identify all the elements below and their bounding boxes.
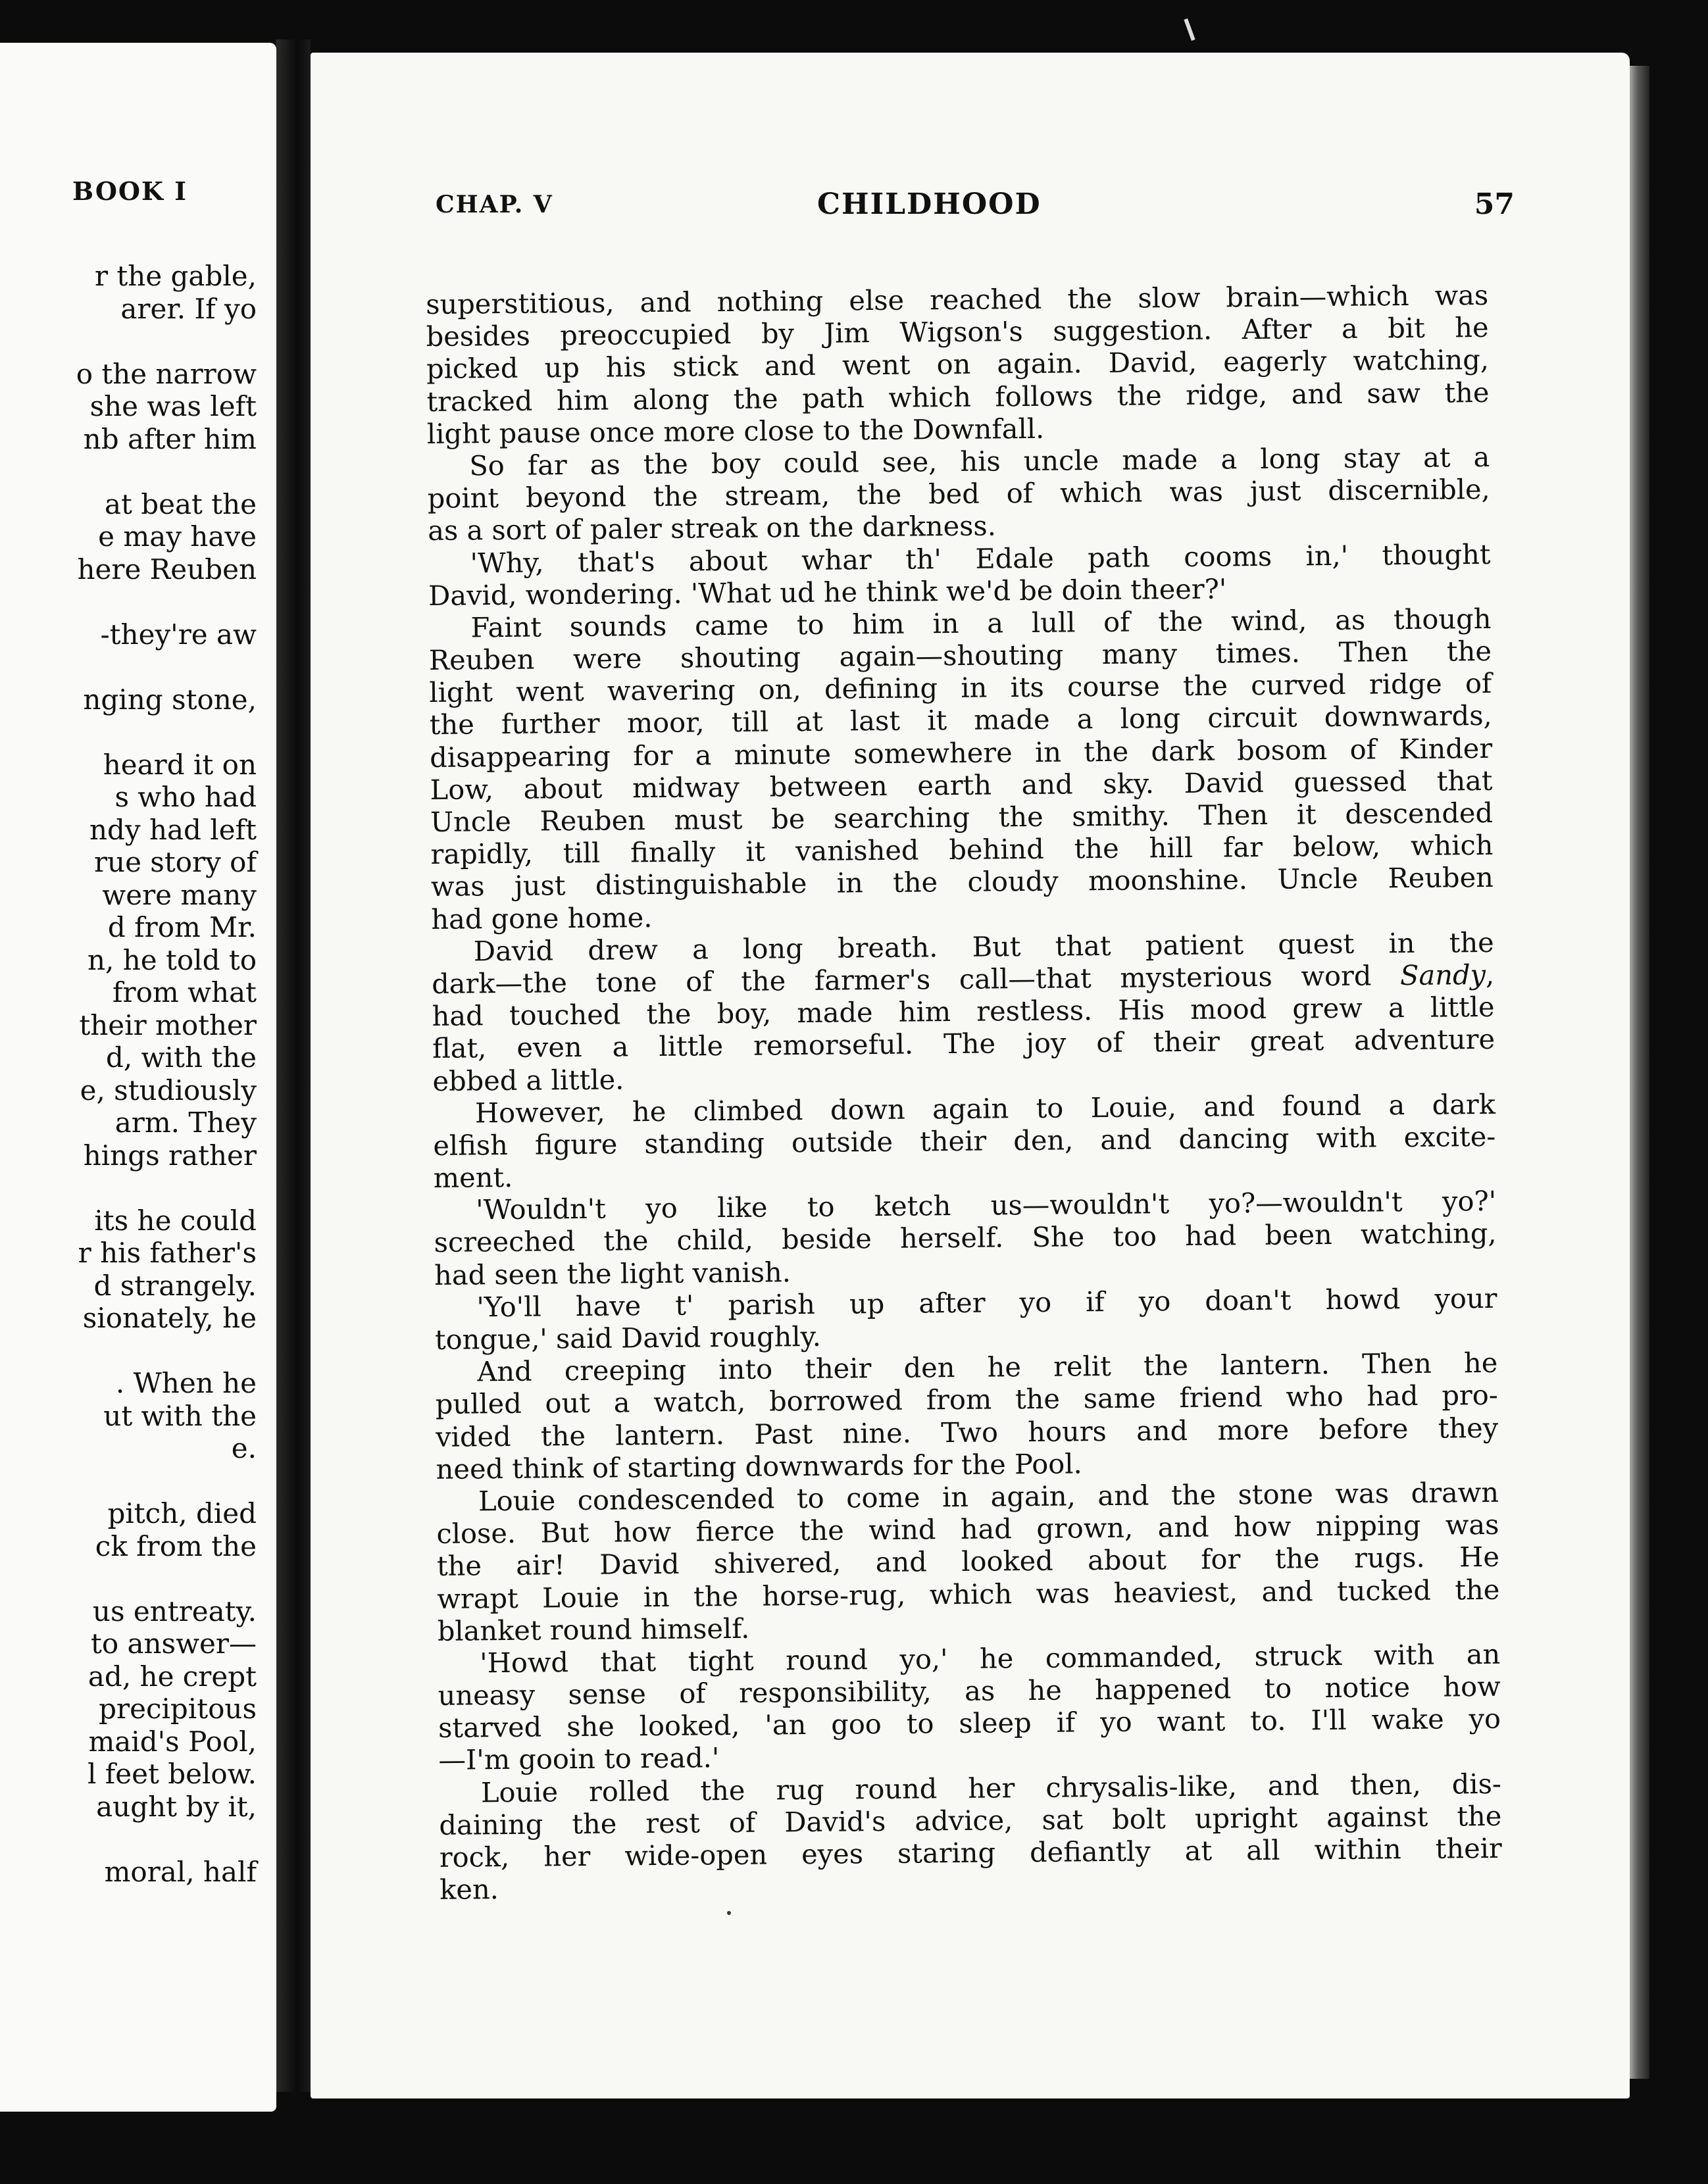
text-line: dark—the tone of the farmer's call—that mysterious word Sandy,	[432, 958, 1495, 1000]
text-line: picked up his stick and went on again. David, eagerly watching,	[426, 343, 1490, 385]
printer-mark	[727, 1911, 731, 1915]
text-line: was just distinguishable in the cloudy moonshine. Uncle Reuben	[430, 861, 1494, 903]
left-text-line	[7, 1562, 257, 1595]
text-line: Louie condescended to come in again, and the stone was drawn	[478, 1476, 1499, 1518]
text-line: 'Yo'll have t' parish up after yo if yo doan't howd your	[476, 1281, 1497, 1324]
left-text-line	[7, 1172, 257, 1204]
left-text-line: arm. They	[114, 1106, 257, 1139]
text-line: starved she looked, 'an goo to sleep if yo want to. I'll wake yo	[438, 1702, 1501, 1745]
text-line: screeched the child, beside herself. She too had been watching,	[434, 1217, 1497, 1259]
text-line: 'Wouldn't yo like to ketch us—wouldn't yo?—wouldn't yo?'	[476, 1185, 1497, 1226]
left-text-line	[7, 325, 257, 358]
text-line: pulled out a watch, borrowed from the same friend who had pro-	[435, 1379, 1498, 1421]
left-text-line: to answer—	[90, 1627, 257, 1660]
text-line: David, wondering. 'What ud he think we'd be doin theer?'	[428, 572, 1227, 612]
text-line: 'Why, that's about whar th' Edale path cooms in,' thought	[470, 537, 1491, 579]
left-text-line: nb after him	[83, 422, 257, 455]
text-line: Uncle Reuben must be searching the smithy. Then it descended	[430, 796, 1494, 838]
left-text-line: nging stone,	[83, 683, 257, 716]
left-text-line: heard it on	[103, 748, 257, 781]
left-text-line: e, studiously	[80, 1074, 257, 1106]
text-line: blanket round himself.	[437, 1612, 750, 1647]
text-line: had touched the boy, made him restless. His mood grew a little	[432, 990, 1495, 1033]
left-text-line: pitch, died	[107, 1497, 257, 1529]
text-line: However, he climbed down again to Louie, and found a dark	[474, 1087, 1496, 1129]
left-text-line: their mother	[79, 1008, 257, 1041]
text-line: ebbed a little.	[432, 1062, 624, 1097]
left-text-line: d from Mr.	[107, 911, 257, 943]
running-title: CHILDHOOD	[817, 187, 1042, 221]
left-text-line: r the gable,	[94, 260, 257, 292]
text-line: ment.	[433, 1160, 513, 1195]
left-text-line: from what	[112, 976, 257, 1008]
left-text-line: precipitous	[99, 1693, 257, 1725]
text-line: the air! David shivered, and looked about for the rugs. He	[436, 1541, 1500, 1583]
left-text-line: rue story of	[93, 846, 257, 878]
left-text-line: at beat the	[104, 487, 257, 520]
left-text-line: l feet below.	[87, 1758, 257, 1790]
text-line: superstitious, and nothing else reached the slow brain—which was	[426, 278, 1489, 320]
left-text-line: e.	[231, 1432, 257, 1464]
left-text-line: here Reuben	[77, 553, 257, 585]
left-text-line	[7, 716, 257, 749]
text-line: daining the rest of David's advice, sat bolt upright against the	[439, 1799, 1502, 1841]
text-line: the further moor, till at last it made a long circuit downwards,	[429, 699, 1492, 741]
left-text-line: e may have	[98, 520, 257, 553]
left-text-line: arer. If yo	[120, 292, 257, 325]
text-line: vided the lantern. Past nine. Two hours and more before they	[436, 1411, 1499, 1453]
left-text-line: ck from the	[95, 1529, 257, 1562]
text-line: had seen the light vanish.	[434, 1255, 791, 1291]
text-line: tracked him along the path which follows the ridge, and saw the	[426, 376, 1490, 418]
text-line: uneasy sense of responsibility, as he happened to notice how	[438, 1670, 1501, 1712]
emphasized-word: Sandy	[1399, 958, 1486, 992]
text-line: And creeping into their den he relit the lantern. Then he	[477, 1347, 1498, 1388]
text-line: elfish figure standing outside their den, and dancing with excite-	[433, 1120, 1496, 1162]
text-line: Reuben were shouting again—shouting many times. Then the	[428, 634, 1492, 677]
left-text-line	[7, 1335, 257, 1368]
text-line: rapidly, till finally it vanished behind the hill far below, which	[430, 829, 1494, 871]
text-line: close. But how fierce the wind had grown, and how nipping was	[436, 1508, 1499, 1551]
text-line: So far as the boy could see, his uncle made a long stay at a	[469, 440, 1490, 482]
text-line: wrapt Louie in the horse-rug, which was heaviest, and tucked the	[437, 1573, 1500, 1615]
page-edges	[1630, 66, 1649, 2079]
text-line: besides preoccupied by Jim Wigson's suggestion. After a bit he	[426, 311, 1489, 353]
left-text-line: hings rather	[83, 1139, 257, 1172]
text-line: as a sort of paler streak on the darkness.	[428, 509, 997, 547]
left-text-line: its he could	[94, 1204, 257, 1237]
text-line: point beyond the stream, the bed of which was just discernible,	[427, 473, 1490, 515]
left-text-line: -they're aw	[100, 618, 257, 651]
left-text-line: d strangely.	[93, 1269, 257, 1302]
page-number: 57	[1474, 187, 1515, 221]
left-text-line: d, with the	[105, 1041, 257, 1074]
left-page	[0, 43, 276, 2112]
left-text-line	[7, 455, 257, 488]
left-text-line: n, he told to	[87, 943, 257, 976]
page-body-text	[426, 279, 1502, 1906]
left-text-line: ut with the	[103, 1399, 257, 1432]
left-text-line: she was left	[89, 390, 257, 422]
text-line: —I'm gooin to read.'	[438, 1741, 720, 1777]
text-line: disappearing for a minute somewhere in the dark bosom of Kinder	[430, 732, 1493, 774]
text-line: flat, even a little remorseful. The joy of their great adventure	[432, 1023, 1495, 1065]
right-page	[311, 53, 1630, 2098]
left-text-line	[7, 1465, 257, 1498]
text-line: rock, her wide-open eyes staring defiantly at all within their	[439, 1831, 1502, 1874]
book-gutter	[276, 39, 311, 2092]
text-line: Faint sounds came to him in a lull of the wind, as though	[470, 602, 1492, 644]
text-line: light went wavering on, defining in its course the curved ridge of	[429, 667, 1492, 709]
left-text-line: . When he	[115, 1367, 257, 1399]
left-text-line	[7, 585, 257, 618]
left-page-text	[7, 260, 257, 1888]
left-text-line: sionately, he	[82, 1302, 257, 1334]
left-text-line: ad, he crept	[88, 1660, 257, 1693]
scan-artifact	[1184, 18, 1195, 41]
text-line: Low, about midway between earth and sky. David guessed that	[430, 764, 1493, 806]
text-line: tongue,' said David roughly.	[434, 1320, 821, 1356]
left-text-line: ndy had left	[89, 813, 257, 846]
left-text-line: maid's Pool,	[88, 1725, 257, 1758]
left-text-line: aught by it,	[96, 1790, 257, 1823]
left-text-line: r his father's	[78, 1237, 257, 1269]
text-line: Louie rolled the rug round her chrysalis-like, and then, dis-	[480, 1767, 1502, 1808]
chapter-label: CHAP. V	[436, 191, 553, 218]
text-line: ken.	[440, 1873, 499, 1906]
left-page-header: BOOK I	[72, 176, 188, 206]
text-line: 'Howd that tight round yo,' he commanded, struck with an	[480, 1637, 1501, 1679]
left-text-line	[7, 1823, 257, 1856]
left-text-line	[7, 651, 257, 683]
left-text-line: were many	[102, 878, 257, 911]
text-line: David drew a long breath. But that patient quest in the	[473, 926, 1494, 968]
left-text-line: o the narrow	[76, 357, 257, 390]
left-text-line: us entreaty.	[92, 1595, 257, 1627]
left-text-line: moral, half	[104, 1855, 257, 1888]
text-line: need think of starting downwards for the Pool.	[436, 1447, 1082, 1485]
left-text-line: s who had	[114, 781, 257, 813]
text-line: light pause once more close to the Downfall.	[426, 412, 1045, 450]
text-line: had gone home.	[431, 901, 653, 935]
